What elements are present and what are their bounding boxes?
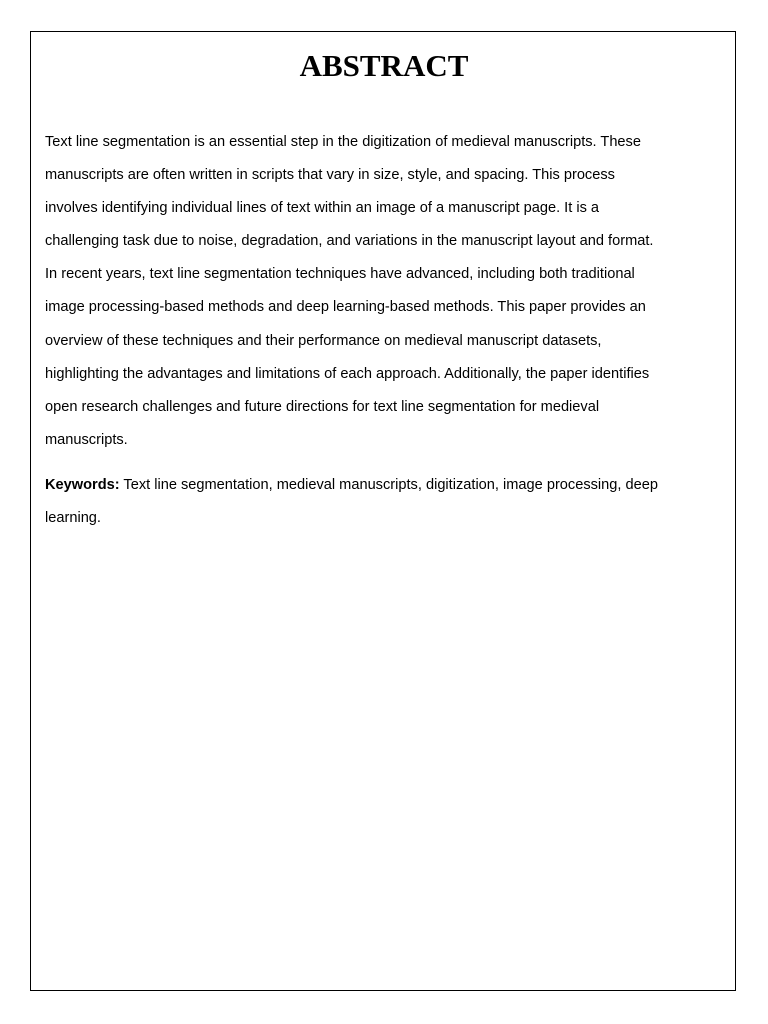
- abstract-line: involves identifying individual lines of text within an image of a manuscript page. It is a: [45, 200, 600, 217]
- abstract-line: Text line segmentation is an essential step in the digitization of medieval manuscripts. These: [45, 134, 641, 150]
- keywords-line: [45, 469, 725, 502]
- abstract-line: In recent years, text line segmentation techniques have advanced, including both traditional: [45, 266, 635, 283]
- keywords-line: learning.: [45, 510, 101, 527]
- page-title: ABSTRACT: [299, 48, 469, 83]
- abstract-line: challenging task due to noise, degradation, and variations in the manuscript layout and format.: [45, 233, 654, 250]
- keywords-label: Keywords:: [45, 477, 120, 493]
- abstract-line: manuscripts.: [45, 431, 128, 448]
- abstract-line: overview of these techniques and their performance on medieval manuscript datasets,: [45, 332, 602, 349]
- keywords-paragraph: [45, 469, 725, 535]
- abstract-paragraph: [45, 126, 725, 457]
- abstract-line: highlighting the advantages and limitations of each approach. Additionally, the paper identifies: [45, 365, 650, 382]
- abstract-line: open research challenges and future directions for text line segmentation for medieval: [45, 398, 600, 415]
- abstract-line: image processing-based methods and deep learning-based methods. This paper provides an: [45, 299, 646, 316]
- keywords-text: Text line segmentation, medieval manuscripts, digitization, image processing, deep: [119, 477, 658, 493]
- abstract-line: manuscripts are often written in scripts that vary in size, style, and spacing. This process: [45, 167, 615, 184]
